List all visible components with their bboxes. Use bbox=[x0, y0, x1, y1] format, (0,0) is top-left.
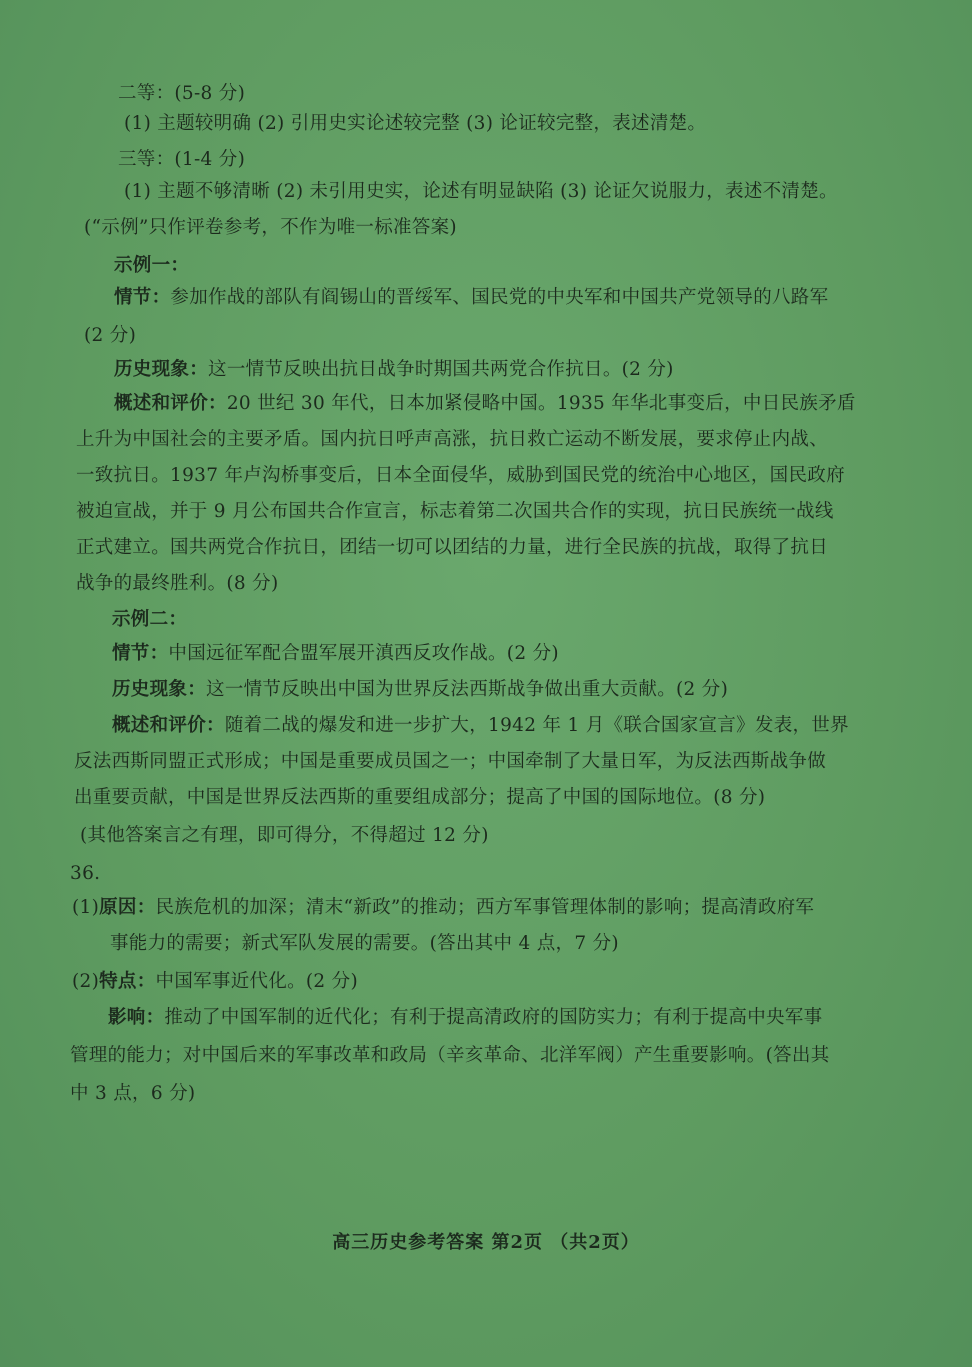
example1-evaluation-line: 一致抗日。1937 年卢沟桥事变后，日本全面侵华，威胁到国民党的统治中心地区，国民政府 bbox=[76, 465, 845, 486]
example1-evaluation-line: 上升为中国社会的主要矛盾。国内抗日呼声高涨，抗日救亡运动不断发展，要求停止内战、 bbox=[76, 429, 829, 450]
example1-evaluation-label: 概述和评价： bbox=[114, 393, 227, 414]
grade3-label: 三等：(1-4 分) bbox=[118, 149, 246, 170]
example1-evaluation-line: 被迫宣战，并于 9 月公布国共合作宣言，标志着第二次国共合作的实现，抗日民族统一战线 bbox=[76, 501, 834, 522]
example1-evaluation-line: 概述和评价：20 世纪 30 年代，日本加紧侵略中国。1935 年华北事变后，中日民族矛盾 bbox=[114, 393, 856, 414]
example1-phenomenon-text: 这一情节反映出抗日战争时期国共两党合作抗日。(2 分) bbox=[208, 359, 674, 380]
q36-feature-label: 特点： bbox=[99, 971, 156, 992]
example2-plot bbox=[112, 640, 559, 668]
q36-part2: (2)特点：中国军事近代化。(2 分) bbox=[72, 971, 359, 992]
example2-evaluation-line: 概述和评价：随着二战的爆发和进一步扩大，1942 年 1 月《联合国家宣言》发表，世界 bbox=[112, 715, 849, 736]
example2-evaluation-label: 概述和评价： bbox=[112, 715, 225, 736]
example2-title: 示例二： bbox=[112, 609, 188, 630]
example1-evaluation-line: 战争的最终胜利。(8 分) bbox=[76, 573, 279, 594]
grade2-label: 二等：(5-8 分) bbox=[118, 83, 246, 104]
example2-evaluation-line: 反法西斯同盟正式形成；中国是重要成员国之一；中国牵制了大量日军，为反法西斯战争做 bbox=[74, 751, 827, 772]
example2-plot-text: 中国远征军配合盟军展开滇西反攻作战。(2 分) bbox=[168, 643, 559, 664]
other-answers-note: (其他答案言之有理，即可得分，不得超过 12 分) bbox=[80, 825, 489, 846]
q36-part1-line: 事能力的需要；新式军队发展的需要。(答出其中 4 点，7 分) bbox=[110, 933, 619, 954]
page-footer: 高三历史参考答案 第2页 （共2页） bbox=[332, 1232, 640, 1253]
example1-plot-label: 情节： bbox=[114, 287, 171, 308]
q36-impact: 影响：推动了中国军制的近代化；有利于提高清政府的国防实力；有利于提高中央军事 bbox=[108, 1007, 823, 1028]
reference-note: (“示例”只作评卷参考，不作为唯一标准答案) bbox=[84, 217, 457, 238]
example2-plot-label: 情节： bbox=[112, 643, 169, 664]
q36-part1: (1)原因：民族危机的加深；清末“新政”的推动；西方军事管理体制的影响；提高清政府军 bbox=[72, 897, 815, 918]
example1-title: 示例一： bbox=[114, 255, 190, 276]
example1-plot-score: (2 分) bbox=[84, 325, 137, 346]
example2-phenomenon-text: 这一情节反映出中国为世界反法西斯战争做出重大贡献。(2 分) bbox=[206, 679, 729, 700]
example1-phenomenon bbox=[114, 356, 674, 384]
q36-impact-line: 中 3 点，6 分) bbox=[70, 1083, 196, 1104]
q36-impact-line: 管理的能力；对中国后来的军事改革和政局（辛亥革命、北洋军阀）产生重要影响。(答出其 bbox=[70, 1045, 830, 1066]
grade3-criteria: (1) 主题不够清晰 (2) 未引用史实，论述有明显缺陷 (3) 论证欠说服力，表述不清楚。 bbox=[124, 181, 838, 202]
example2-phenomenon-label: 历史现象： bbox=[112, 679, 207, 700]
grade2-criteria: (1) 主题较明确 (2) 引用史实论述较完整 (3) 论证较完整，表述清楚。 bbox=[124, 113, 707, 134]
q36-impact-label: 影响： bbox=[108, 1007, 165, 1028]
question-36-number: 36. bbox=[70, 863, 101, 884]
example2-evaluation-line: 出重要贡献，中国是世界反法西斯的重要组成部分；提高了中国的国际地位。(8 分) bbox=[74, 787, 766, 808]
example1-phenomenon-label: 历史现象： bbox=[114, 359, 209, 380]
example1-evaluation-line: 正式建立。国共两党合作抗日，团结一切可以团结的力量，进行全民族的抗战，取得了抗日 bbox=[76, 537, 829, 558]
q36-reason-label: 原因： bbox=[99, 897, 156, 918]
example1-plot bbox=[114, 284, 828, 312]
example2-phenomenon bbox=[112, 676, 728, 704]
example1-plot-text: 参加作战的部队有阎锡山的晋绥军、国民党的中央军和中国共产党领导的八路军 bbox=[170, 287, 829, 308]
